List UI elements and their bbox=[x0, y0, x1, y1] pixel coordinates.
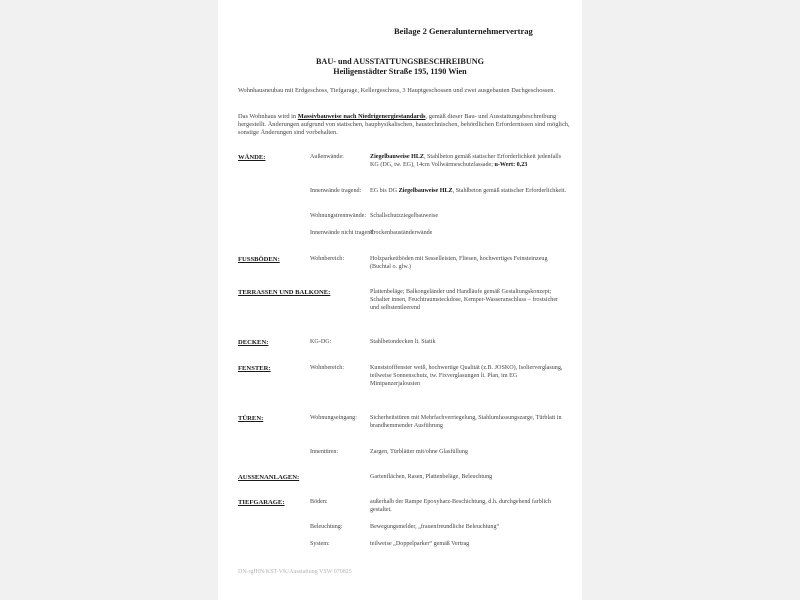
section-heading-fussboeden: FUSSBÖDEN: bbox=[238, 256, 280, 263]
row-label-system: System: bbox=[310, 541, 330, 547]
row-label-wohnungstrennwaende: Wohnungstrennwände: bbox=[310, 213, 367, 219]
row-desc-innenwaende-tragend: EG bis DG Ziegelbauweise HLZ, Stahlbeton gemäß statischer Erforderlichkeit. bbox=[370, 188, 566, 194]
row-desc-boeden: außerhalb der Rampe Epoxyharz-Beschichtung, d.h. durchgehend farblich gestaltet. bbox=[370, 499, 551, 513]
row-desc-aussenwaende: Ziegelbauweise HLZ, Stahlbeton gemäß statischer Erforderlichkeit jedenfalls KG (DG, tw. EG), 14cm Vollwärmeschutzfassade; u-Wert: 0,23 bbox=[370, 154, 562, 168]
section-heading-aussenanlagen: AUSSENANLAGEN: bbox=[238, 474, 300, 481]
document-footer: DN-rgIHN/KST-VK/Ausstattung VSW 070825 bbox=[238, 569, 352, 575]
row-desc-wohnungstrennwaende: Schallschutzziegelbauweise bbox=[370, 213, 439, 219]
row-desc-beleuchtung: Bewegungsmelder, „frauenfreundliche Beleuchtung“ bbox=[370, 524, 500, 530]
row-desc-fenster-wohnbereich: Kunststofffenster weiß, hochwertige Qualität (z.B. JOSKO), Isolierverglasung, teilweise Sonnenschutz, tw. Fixverglasungen lt. Plan, im EG Minipanzerjalousien bbox=[370, 365, 563, 387]
row-label-innenwaende-tragend: Innenwände tragend: bbox=[310, 188, 362, 194]
row-desc-innentueren: Zargen, Türblätter mit/ohne Glasfüllung bbox=[370, 449, 468, 455]
row-desc-decken: Stahlbetondecken lt. Statik bbox=[370, 339, 436, 345]
section-heading-waende: WÄNDE: bbox=[238, 154, 266, 161]
row-label-decken: KG-DG: bbox=[310, 339, 332, 345]
row-desc-system: teilweise „Doppelparker“ gemäß Vertrag bbox=[370, 541, 470, 547]
row-desc-aussenanlagen: Gartenflächen, Rasen, Plattenbeläge, Beleuchtung bbox=[370, 474, 493, 480]
row-label-innentueren: Innentüren: bbox=[310, 449, 339, 455]
section-heading-terrassen: TERRASSEN UND BALKONE: bbox=[238, 289, 331, 296]
row-label-aussenwaende: Außenwände: bbox=[310, 154, 344, 160]
document-page bbox=[218, 0, 582, 600]
row-desc-innenwaende-nicht-tragend: Trockenbauständerwände bbox=[370, 230, 433, 236]
row-desc-wohnungseingang: Sicherheitstüren mit Mehrfachverriegelung, Stahlumfassungszarge, Türblatt in brandhemmender Ausführung bbox=[370, 415, 562, 429]
row-label-boeden: Böden: bbox=[310, 499, 328, 505]
section-heading-decken: DECKEN: bbox=[238, 339, 269, 346]
document-subtitle: Heiligenstädter Straße 195, 1190 Wien bbox=[333, 67, 467, 76]
document-header: Beilage 2 Generalunternehmervertrag bbox=[394, 26, 533, 36]
document-title: BAU- und AUSSTATTUNGSBESCHREIBUNG bbox=[315, 57, 485, 66]
row-label-fenster-wohnbereich: Wohnbereich: bbox=[310, 365, 345, 371]
row-label-wohnungseingang: Wohnungseingang: bbox=[310, 415, 357, 421]
section-heading-tiefgarage: TIEFGARAGE: bbox=[238, 499, 285, 506]
row-desc-terrassen: Plattenbeläge; Balkongeländer und Handläufe gemäß Gestaltungskonzept; Schalter innen, Feuchtraumsteckdose, Kemper-Wasseranschluss – frostsicher und selbstentleerend bbox=[370, 289, 559, 311]
section-heading-fenster: FENSTER: bbox=[238, 365, 271, 372]
section-heading-tueren: TÜREN: bbox=[238, 415, 264, 422]
row-label-beleuchtung: Beleuchtung: bbox=[310, 524, 343, 530]
intro-paragraph-1: Wohnhausneubau mit Erdgeschoss, Tiefgarage, Kellergeschoss, 3 Hauptgeschossen und zwei ausgebauten Dachgeschossen. bbox=[238, 87, 556, 94]
row-desc-fussboeden-wohnbereich: Holzparkettböden mit Sesselleisten, Fliesen, hochwertiges Feinsteinzeug (Buchtal o. glw.) bbox=[370, 256, 548, 270]
intro-paragraph-2: Das Wohnhaus wird in Massivbauweise nach Niedrigenergiestandards, gemäß dieser Bau- und Ausstattungsbeschreibung hergestellt. Änderungen aufgrund von statischen, bauphysikalischen, haustechnischen, behördlichen Erfordernissen sind möglich, sonstige Änderungen sind vorbehalten. bbox=[238, 113, 570, 137]
row-label-fussboeden-wohnbereich: Wohnbereich: bbox=[310, 256, 345, 262]
row-label-innenwaende-nicht-tragend: Innenwände nicht tragend: bbox=[310, 230, 375, 236]
